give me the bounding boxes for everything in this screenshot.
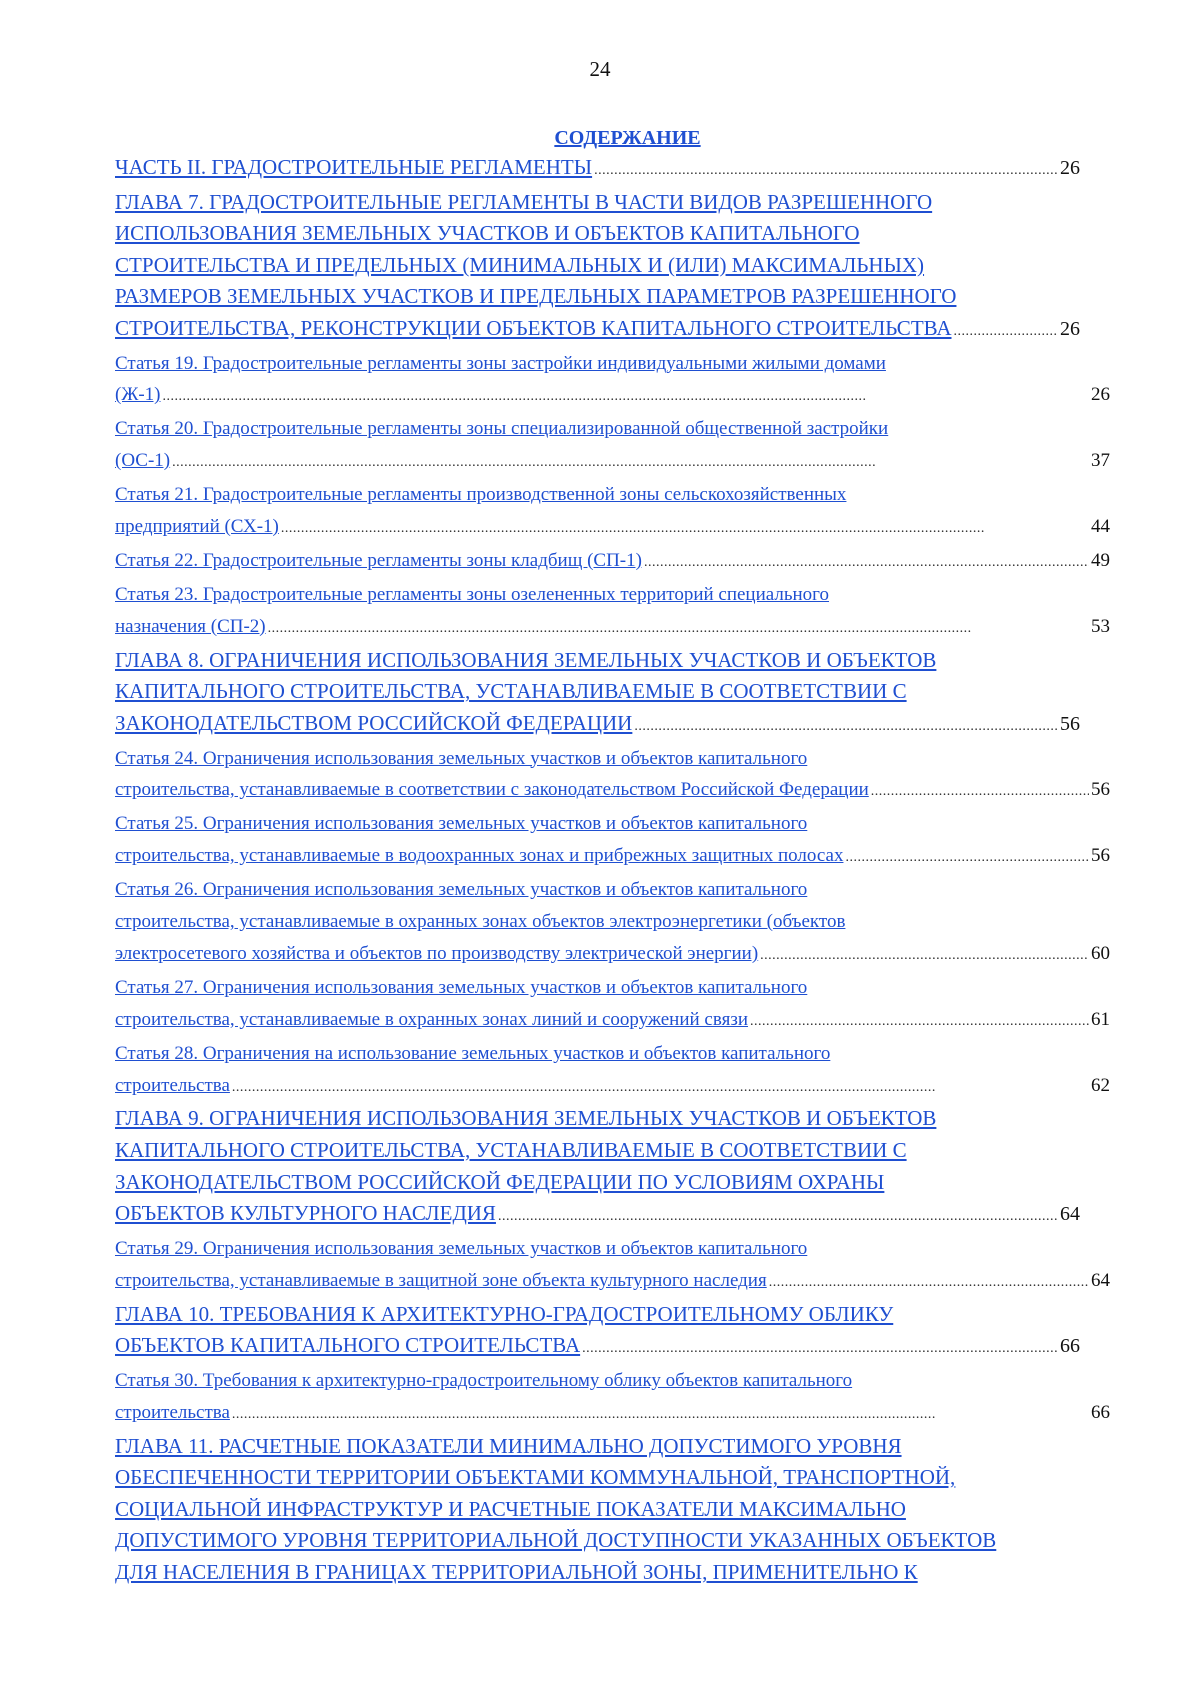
toc-link-text[interactable]: Статья 23. Градостроительные регламенты зоны озелененных территорий специального — [115, 583, 830, 605]
toc-entry-line — [115, 1462, 1110, 1494]
toc-entries — [115, 152, 1110, 1589]
dot-leader — [268, 613, 1089, 645]
toc-page-number: 44 — [1091, 516, 1110, 538]
toc-link-text[interactable]: Статья 28. Ограничения на использование земельных участков и объектов капитального — [115, 1042, 831, 1064]
toc-entry-line — [115, 743, 1110, 775]
toc-link-text[interactable]: СТРОИТЕЛЬСТВА, РЕКОНСТРУКЦИИ ОБЪЕКТОВ КАПИТАЛЬНОГО СТРОИТЕЛЬСТВА — [115, 315, 952, 340]
toc-link-text[interactable]: строительства, устанавливаемые в соответствии с законодательством Российской Федерации — [115, 779, 869, 801]
toc-link-text[interactable]: Статья 21. Градостроительные регламенты производственной зоны сельскохозяйственных — [115, 484, 847, 506]
toc-link-text[interactable]: строительства, устанавливаемые в охранных зонах объектов электроэнергетики (объектов — [115, 911, 846, 933]
toc-link-text[interactable]: Статья 22. Градостроительные регламенты зоны кладбищ (СП-1) — [115, 550, 642, 571]
toc-entry-chapter[interactable] — [115, 1431, 1110, 1589]
toc-link-text[interactable]: ОБЪЕКТОВ КУЛЬТУРНОГО НАСЛЕДИЯ — [115, 1201, 496, 1226]
toc-entry-line — [115, 445, 1110, 479]
toc-entry-line — [115, 187, 1110, 219]
toc-entry-article[interactable] — [115, 348, 1110, 414]
toc-entry-line — [115, 1004, 1110, 1038]
toc-entry-chapter[interactable] — [115, 152, 1110, 187]
toc-entry-line — [115, 1265, 1110, 1299]
toc-entry-chapter[interactable] — [115, 1103, 1110, 1232]
toc-entry-line — [115, 1365, 1110, 1397]
toc-entry-line — [115, 379, 1110, 413]
toc-entry-line — [115, 708, 1110, 743]
toc-page-number: 66 — [1060, 1335, 1080, 1358]
toc-entry-line — [115, 906, 1110, 938]
toc-entry-line — [115, 774, 1110, 808]
toc-entry-line — [115, 1198, 1110, 1233]
dot-leader — [281, 513, 1089, 545]
toc-entry-line — [115, 1103, 1110, 1135]
toc-entry-article[interactable] — [115, 743, 1110, 809]
toc-link-text[interactable]: РАЗМЕРОВ ЗЕМЕЛЬНЫХ УЧАСТКОВ И ПРЕДЕЛЬНЫХ ПАРАМЕТРОВ РАЗРЕШЕННОГО — [115, 284, 957, 309]
toc-entry-line — [115, 218, 1110, 250]
toc-link-text[interactable]: ЗАКОНОДАТЕЛЬСТВОМ РОССИЙСКОЙ ФЕДЕРАЦИИ — [115, 710, 633, 735]
toc-entry-article[interactable] — [115, 545, 1110, 579]
dot-leader — [594, 155, 1058, 187]
toc-link-text[interactable]: СТРОИТЕЛЬСТВА И ПРЕДЕЛЬНЫХ (МИНИМАЛЬНЫХ И (ИЛИ) МАКСИМАЛЬНЫХ) — [115, 252, 925, 277]
toc-entry-line — [115, 545, 1110, 579]
toc-link-text[interactable]: ИСПОЛЬЗОВАНИЯ ЗЕМЕЛЬНЫХ УЧАСТКОВ И ОБЪЕКТОВ КАПИТАЛЬНОГО — [115, 221, 860, 246]
toc-entry-article[interactable] — [115, 1233, 1110, 1299]
toc-entry-line — [115, 1431, 1110, 1463]
toc-entry-line — [115, 874, 1110, 906]
toc-entry-line — [115, 840, 1110, 874]
toc-entry-line — [115, 250, 1110, 282]
toc-entry-line — [115, 313, 1110, 348]
toc-entry-line — [115, 645, 1110, 677]
toc-link-text[interactable]: строительства, устанавливаемые в охранных зонах линий и сооружений связи — [115, 1008, 749, 1030]
toc-entry-line — [115, 152, 1110, 187]
toc-entry-chapter[interactable] — [115, 1299, 1110, 1365]
toc-entry-line — [115, 1070, 1110, 1104]
toc-link-text[interactable]: КАПИТАЛЬНОГО СТРОИТЕЛЬСТВА, УСТАНАВЛИВАЕМЫЕ В СООТВЕТСТВИИ С — [115, 679, 907, 704]
toc-page-number: 56 — [1060, 712, 1080, 735]
toc-entry-line — [115, 1038, 1110, 1070]
toc-entry-line — [115, 281, 1110, 313]
dot-leader — [644, 547, 1089, 579]
toc-page-number: 26 — [1060, 157, 1080, 179]
toc-page-number: 61 — [1091, 1008, 1110, 1030]
toc-entry-article[interactable] — [115, 479, 1110, 545]
toc-link-text[interactable]: ЗАКОНОДАТЕЛЬСТВОМ РОССИЙСКОЙ ФЕДЕРАЦИИ ПО УСЛОВИЯМ ОХРАНЫ — [115, 1169, 885, 1194]
toc-entry-line — [115, 938, 1110, 972]
dot-leader — [172, 447, 1089, 479]
dot-leader — [769, 1267, 1089, 1299]
dot-leader — [750, 1006, 1089, 1038]
dot-leader — [845, 842, 1089, 874]
toc-entry-article[interactable] — [115, 808, 1110, 874]
toc-page-number: 60 — [1091, 942, 1110, 964]
toc-entry-line — [115, 1525, 1110, 1557]
toc-entry-line — [115, 808, 1110, 840]
toc-link-text[interactable]: СОЦИАЛЬНОЙ ИНФРАСТРУКТУР И РАСЧЕТНЫЕ ПОКАЗАТЕЛИ МАКСИМАЛЬНО — [115, 1496, 906, 1521]
toc-link-text[interactable]: строительства, устанавливаемые в защитной зоне объекта культурного наследия — [115, 1269, 767, 1291]
toc-page-number: 53 — [1091, 615, 1110, 637]
toc-link-text[interactable]: Статья 29. Ограничения использования земельных участков и объектов капитального — [115, 1237, 808, 1259]
toc-page-number: 64 — [1091, 1269, 1110, 1291]
toc-link-text[interactable]: Статья 25. Ограничения использования земельных участков и объектов капитального — [115, 813, 808, 835]
toc-link-text[interactable]: ОБЪЕКТОВ КАПИТАЛЬНОГО СТРОИТЕЛЬСТВА — [115, 1333, 581, 1358]
toc-link-text[interactable]: назначения (СП-2) — [115, 615, 266, 637]
toc-link-text[interactable]: (Ж-1) — [115, 384, 161, 406]
toc-entry-line — [115, 479, 1110, 511]
toc-link-text[interactable]: ГЛАВА 8. ОГРАНИЧЕНИЯ ИСПОЛЬЗОВАНИЯ ЗЕМЕЛЬНЫХ УЧАСТКОВ И ОБЪЕКТОВ — [115, 647, 937, 672]
toc-link-text[interactable]: (ОС-1) — [115, 450, 171, 472]
toc-link-text[interactable]: Статья 27. Ограничения использования земельных участков и объектов капитального — [115, 976, 808, 998]
toc-link-text[interactable]: ОБЕСПЕЧЕННОСТИ ТЕРРИТОРИИ ОБЪЕКТАМИ КОММУНАЛЬНОЙ, ТРАНСПОРТНОЙ, — [115, 1465, 956, 1490]
toc-page-number: 26 — [1091, 384, 1110, 406]
toc-entry-line — [115, 1233, 1110, 1265]
toc-page-number: 49 — [1091, 550, 1110, 571]
toc-page-number: 56 — [1091, 779, 1110, 801]
toc-entry-line — [115, 579, 1110, 611]
dot-leader — [634, 711, 1058, 743]
toc-link-text[interactable]: Статья 20. Градостроительные регламенты зоны специализированной общественной застройки — [115, 418, 889, 440]
page-number: 24 — [589, 57, 611, 81]
dot-leader — [954, 316, 1059, 348]
toc-link-text[interactable]: ГЛАВА 9. ОГРАНИЧЕНИЯ ИСПОЛЬЗОВАНИЯ ЗЕМЕЛЬНЫХ УЧАСТКОВ И ОБЪЕКТОВ — [115, 1106, 937, 1131]
toc-link-text[interactable]: КАПИТАЛЬНОГО СТРОИТЕЛЬСТВА, УСТАНАВЛИВАЕМЫЕ В СООТВЕТСТВИИ С — [115, 1138, 907, 1163]
toc-link-text[interactable]: ЧАСТЬ II. ГРАДОСТРОИТЕЛЬНЫЕ РЕГЛАМЕНТЫ — [115, 155, 593, 179]
toc-entry-article[interactable] — [115, 1365, 1110, 1431]
toc-link-text[interactable]: строительства, устанавливаемые в водоохранных зонах и прибрежных защитных полосах — [115, 845, 844, 867]
toc-page-number: 62 — [1091, 1074, 1110, 1096]
toc-entry-line — [115, 676, 1110, 708]
toc-entry-line — [115, 1494, 1110, 1526]
dot-leader — [760, 940, 1089, 972]
toc-entry-line — [115, 1299, 1110, 1331]
toc-link-text[interactable]: ДЛЯ НАСЕЛЕНИЯ В ГРАНИЦАХ ТЕРРИТОРИАЛЬНОЙ ЗОНЫ, ПРИМЕНИТЕЛЬНО К — [115, 1560, 918, 1585]
toc-entry-line — [115, 1557, 1110, 1589]
toc-page-number: 64 — [1060, 1203, 1080, 1226]
toc-entry-line — [115, 611, 1110, 645]
toc-page-number: 26 — [1060, 317, 1080, 340]
toc-entry-article[interactable] — [115, 874, 1110, 972]
dot-leader — [232, 1399, 1089, 1431]
toc-entry-line — [115, 413, 1110, 445]
toc-entry-line — [115, 1330, 1110, 1365]
toc-entry-line — [115, 972, 1110, 1004]
toc-link-text[interactable]: Статья 24. Ограничения использования земельных участков и объектов капитального — [115, 747, 808, 769]
toc-entry-line — [115, 1135, 1110, 1167]
toc-link-text[interactable]: Статья 26. Ограничения использования земельных участков и объектов капитального — [115, 879, 808, 901]
toc-entry-line — [115, 1167, 1110, 1199]
toc-entry-article[interactable] — [115, 579, 1110, 645]
toc-entry-article[interactable] — [115, 413, 1110, 479]
toc-link-text[interactable]: Статья 19. Градостроительные регламенты зоны застройки индивидуальными жилыми домами — [115, 352, 886, 374]
dot-leader — [163, 381, 1089, 413]
toc-entry-chapter[interactable] — [115, 645, 1110, 743]
toc-link-text[interactable]: предприятий (СХ-1) — [115, 516, 279, 538]
toc-link-text[interactable]: ГЛАВА 7. ГРАДОСТРОИТЕЛЬНЫЕ РЕГЛАМЕНТЫ В ЧАСТИ ВИДОВ РАЗРЕШЕННОГО — [115, 189, 933, 214]
toc-entry-line — [115, 1397, 1110, 1431]
toc-link-text[interactable]: ГЛАВА 10. ТРЕБОВАНИЯ К АРХИТЕКТУРНО-ГРАДОСТРОИТЕЛЬНОМУ ОБЛИКУ — [115, 1301, 894, 1326]
dot-leader — [582, 1333, 1058, 1365]
dot-leader — [871, 776, 1089, 808]
toc-link-text[interactable]: электросетевого хозяйства и объектов по производству электрической энергии) — [115, 942, 759, 964]
dot-leader — [498, 1201, 1058, 1233]
toc-link-text[interactable]: Статья 30. Требования к архитектурно-градостроительному облику объектов капитального — [115, 1369, 853, 1391]
toc-link-text[interactable]: ГЛАВА 11. РАСЧЕТНЫЕ ПОКАЗАТЕЛИ МИНИМАЛЬНО ДОПУСТИМОГО УРОВНЯ — [115, 1433, 902, 1458]
toc-entry-line — [115, 511, 1110, 545]
dot-leader — [232, 1072, 1089, 1104]
toc-entry-chapter[interactable] — [115, 187, 1110, 348]
toc-link-text[interactable]: ДОПУСТИМОГО УРОВНЯ ТЕРРИТОРИАЛЬНОЙ ДОСТУПНОСТИ УКАЗАННЫХ ОБЪЕКТОВ — [115, 1528, 997, 1553]
toc-link-text[interactable]: строительства — [115, 1074, 230, 1096]
toc-title[interactable]: СОДЕРЖАНИЕ — [554, 127, 701, 149]
toc-page-number: 56 — [1091, 845, 1110, 867]
toc-entry-article[interactable] — [115, 972, 1110, 1038]
toc-link-text[interactable]: строительства — [115, 1401, 230, 1423]
toc-entry-article[interactable] — [115, 1038, 1110, 1104]
toc-entry-line — [115, 348, 1110, 380]
toc-page-number: 37 — [1091, 450, 1110, 472]
toc-page-number: 66 — [1091, 1401, 1110, 1423]
table-of-contents — [115, 124, 1110, 1589]
